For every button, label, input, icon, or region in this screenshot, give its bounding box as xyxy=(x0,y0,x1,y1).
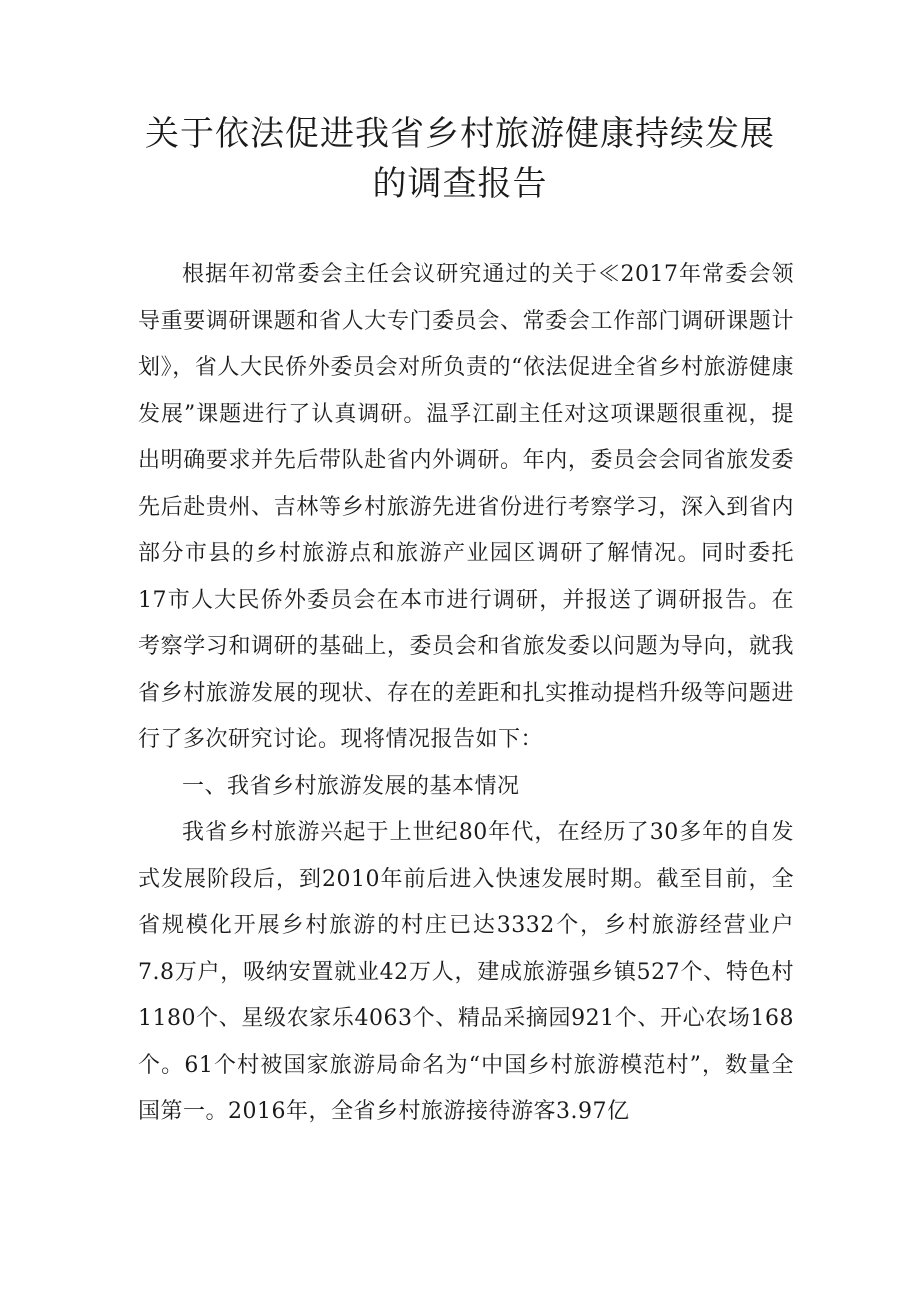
document-title-line-2: 的调查报告 xyxy=(372,164,548,204)
section-heading-1: 一、我省乡村旅游发展的基本情况 xyxy=(182,773,520,799)
basic-situation-paragraph: 我省乡村旅游兴起于上世纪80年代，在经历了30多年的自发式发展阶段后，到2010年前后进入快速发展时期。截至目前，全省规模化开展乡村旅游的村庄已达3332个，乡村旅游经营业户7.8万户，吸纳安置就业42万人，建成旅游强乡镇527个、特色村1180个、星级农家乐4063个、精品采摘园921个、开心农场168个。61个村被国家旅游局命名为“中国乡村旅游模范村”，数量全国第一。2016年，全省乡村旅游接待游客3.97亿 xyxy=(138,820,794,1124)
document-title-line-1: 关于依法促进我省乡村旅游健康持续发展 xyxy=(145,114,775,154)
intro-paragraph: 根据年初常委会主任会议研究通过的关于≪2017年常委会领导重要调研课题和省人大专门委员会、常委会工作部门调研课题计划》，省人大民侨外委员会对所负责的“依法促进全省乡村旅游健康发展”课题进行了认真调研。温孚江副主任对这项课题很重视，提出明确要求并先后带队赴省内外调研。年内，委员会会同省旅发委先后赴贵州、吉林等乡村旅游先进省份进行考察学习，深入到省内部分市县的乡村旅游点和旅游产业园区调研了解情况。同时委托17市人大民侨外委员会在本市进行调研，并报送了调研报告。在考察学习和调研的基础上，委员会和省旅发委以问题为导向，就我省乡村旅游发展的现状、存在的差距和扎实推动提档升级等问题进行了多次研究讨论。现将情况报告如下： xyxy=(138,262,794,752)
document-body xyxy=(138,252,794,1136)
